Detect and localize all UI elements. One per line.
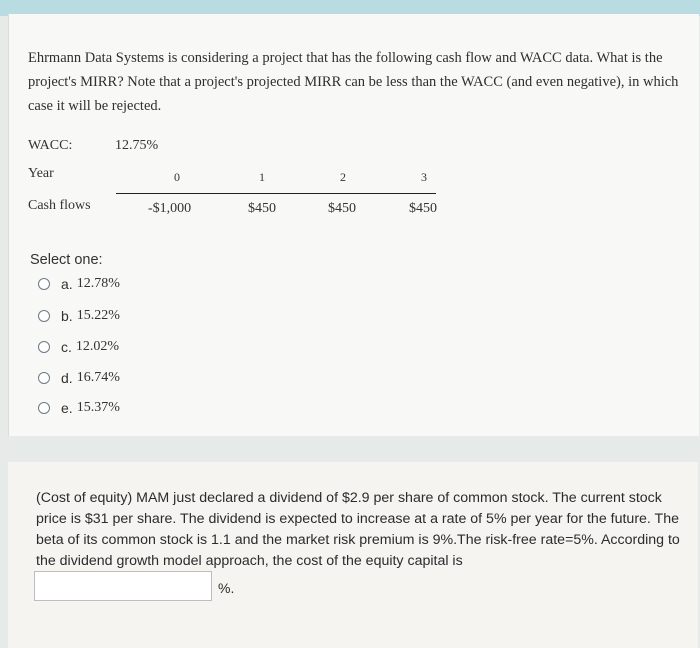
option-letter: d.: [61, 370, 73, 386]
percent-unit-label: %.: [218, 580, 235, 596]
table-divider: [116, 193, 436, 194]
option-value: 16.74%: [76, 370, 120, 385]
option-letter: b.: [61, 308, 73, 324]
radio-button[interactable]: [38, 278, 50, 290]
radio-button[interactable]: [38, 310, 50, 322]
year-cell: 2: [340, 170, 346, 184]
option-a[interactable]: [38, 274, 120, 294]
option-value: 12.78%: [76, 276, 120, 291]
option-d[interactable]: [38, 368, 120, 388]
cashflow-cell: $450: [409, 201, 437, 216]
select-one-label: Select one:: [30, 252, 103, 268]
year-cell: 0: [174, 170, 180, 184]
year-label: Year: [28, 166, 54, 181]
cashflow-label: Cash flows: [28, 198, 91, 213]
option-b[interactable]: [38, 306, 120, 326]
option-letter: c.: [61, 339, 72, 355]
year-cell: 3: [421, 170, 427, 184]
option-e[interactable]: [38, 398, 120, 418]
option-c[interactable]: [38, 337, 119, 357]
cost-of-equity-answer-input[interactable]: [34, 571, 212, 601]
wacc-label: WACC:: [28, 138, 73, 153]
radio-button[interactable]: [38, 402, 50, 414]
radio-button[interactable]: [38, 341, 50, 353]
radio-button[interactable]: [38, 372, 50, 384]
question-text: Ehrmann Data Systems is considering a project that has the following cash flow and WACC data. What is the project's MIRR? Note that a project's projected MIRR can be less than the WACC (and even negative), in which case it will be rejected.: [28, 50, 679, 114]
cashflow-cell: $450: [328, 201, 356, 216]
wacc-value: 12.75%: [115, 138, 159, 153]
option-value: 12.02%: [75, 339, 120, 354]
option-letter: e.: [61, 400, 73, 416]
option-letter: a.: [61, 276, 73, 292]
cashflow-cell: -$1,000: [148, 201, 192, 216]
option-value: 15.37%: [76, 400, 120, 415]
cost-of-equity-question-text: (Cost of equity) MAM just declared a dividend of $2.9 per share of common stock. The current stock price is $31 per share. The dividend is expected to increase at a rate of 5% per year for the future. The beta of its common stock is 1.1 and the market risk premium is 9%.The risk-free rate=5%. According to the dividend growth model approach, the cost of the equity capital is: [36, 490, 680, 569]
year-cell: 1: [259, 170, 265, 184]
option-value: 15.22%: [76, 308, 120, 323]
cashflow-cell: $450: [248, 201, 276, 216]
